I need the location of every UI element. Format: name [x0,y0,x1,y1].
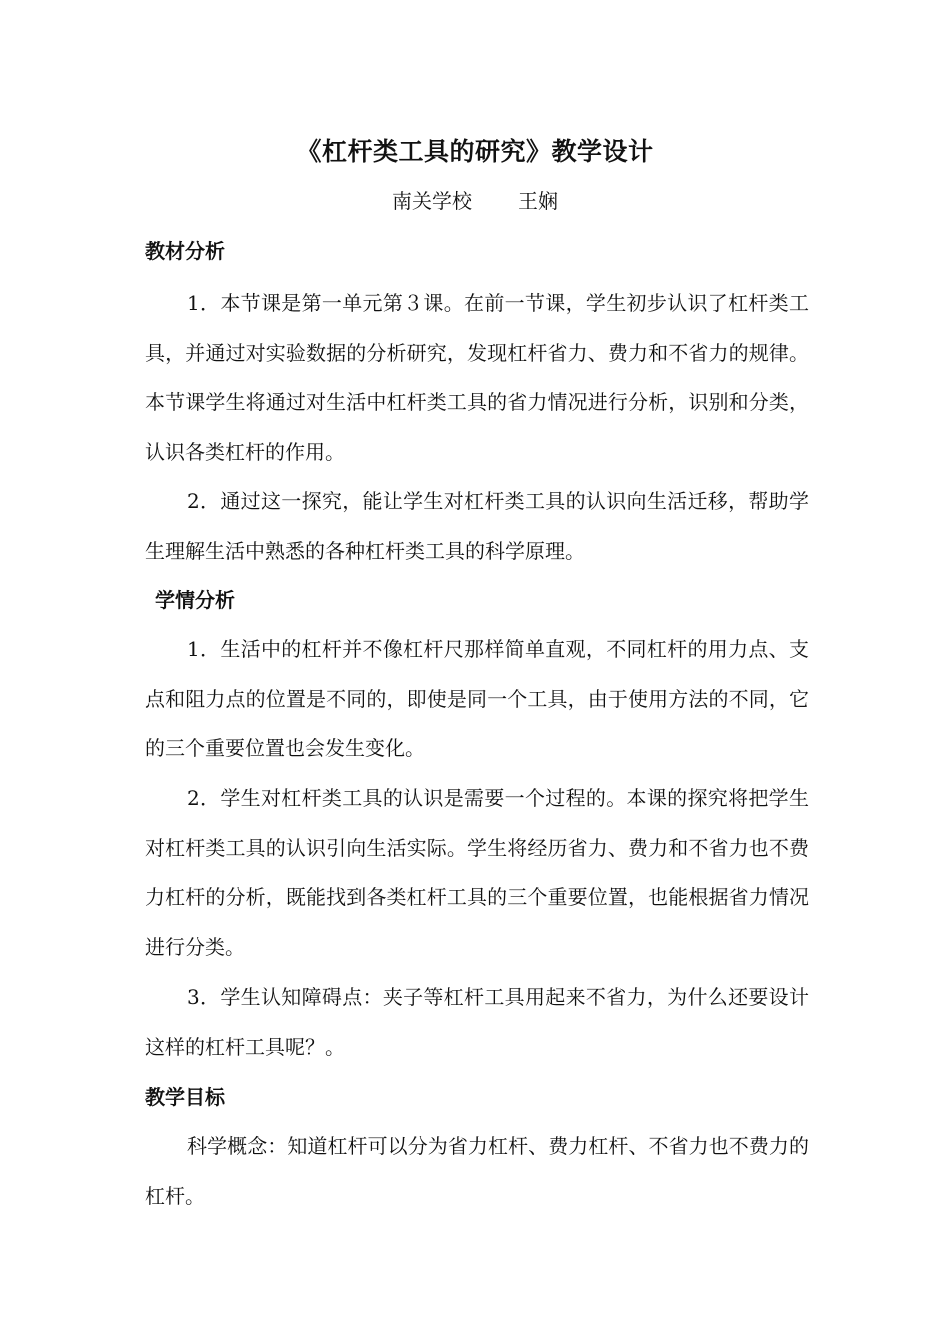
paragraph: 3．学生认知障碍点：夹子等杠杆工具用起来不省力，为什么还要设计这样的杠杆工具呢？。 [145,985,809,1059]
paragraph: 1．本节课是第一单元第３课。在前一节课，学生初步认识了杠杆类工具，并通过对实验数据的分析研究，发现杠杆省力、费力和不省力的规律。本节课学生将通过对生活中杠杆类工具的省力情况进行分析，识别和分类，认识各类杠杆的作用。 [145,291,809,464]
paragraph: 2．通过这一探究，能让学生对杠杆类工具的认识向生活迁移，帮助学生理解生活中熟悉的各种杠杆类工具的科学原理。 [145,489,809,563]
paragraph: 科学概念：知道杠杆可以分为省力杠杆、费力杠杆、不省力也不费力的杠杆。 [145,1134,809,1208]
author-line [0,186,950,216]
paragraph: 2．学生对杠杆类工具的认识是需要一个过程的。本课的探究将把学生对杠杆类工具的认识引向生活实际。学生将经历省力、费力和不省力也不费力杠杆的分析，既能找到各类杠杆工具的三个重要位置，也能根据省力情况进行分类。 [145,786,809,959]
paragraph: 1．生活中的杠杆并不像杠杆尺那样简单直观，不同杠杆的用力点、支点和阻力点的位置是不同的，即使是同一个工具，由于使用方法的不同，它的三个重要位置也会发生变化。 [145,637,809,760]
section-heading-teaching-goals: 教学目标 [145,1085,225,1109]
document-title: 《杠杆类工具的研究》教学设计 [296,137,654,166]
section-heading-student-analysis: 学情分析 [155,588,235,612]
author-school: 南关学校 [392,189,472,213]
section-heading-textbook-analysis: 教材分析 [145,239,225,263]
author-name: 王娴 [518,189,558,213]
